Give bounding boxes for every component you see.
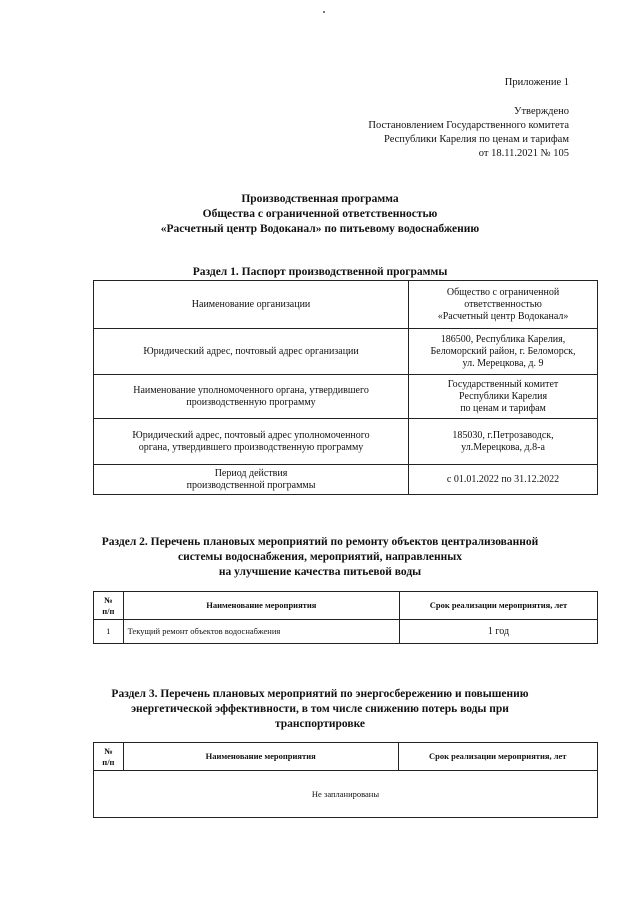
label-line: производственную программу: [186, 396, 316, 408]
value-line: с 01.01.2022 по 31.12.2022: [446, 473, 560, 485]
section1-heading: [0, 265, 640, 279]
heading-line: энергетической эффективности, в том числе снижению потерь воды при: [131, 703, 509, 715]
passport-label: [94, 465, 409, 495]
empty-state-cell: Не запланированы: [94, 771, 598, 818]
label-line: производственной программы: [186, 479, 316, 491]
row-name: Текущий ремонт объектов водоснабжения: [123, 620, 399, 644]
scan-speck: [323, 11, 325, 13]
header-num-line: №: [104, 745, 113, 756]
title-line: Производственная программа: [241, 193, 399, 205]
passport-value: [409, 375, 598, 419]
heading-line: Раздел 2. Перечень плановых мероприятий по ремонту объектов централизованной: [101, 536, 539, 548]
header-num: [94, 592, 124, 620]
value-line: ул.Мерецкова, д.8-а: [461, 441, 545, 453]
energy-measures-table: [93, 742, 598, 818]
heading-line: системы водоснабжения, мероприятий, направленных: [177, 551, 463, 563]
header-num: [94, 743, 124, 771]
passport-label: [94, 281, 409, 329]
header-num-line: п/п: [102, 756, 115, 767]
label-line: Наименование организации: [191, 298, 311, 310]
section2-heading: [0, 535, 640, 580]
passport-label: [94, 375, 409, 419]
title-line: Общества с ограниченной ответственностью: [202, 208, 438, 220]
row-num: 1: [94, 620, 124, 644]
label-line: Период действия: [214, 467, 288, 479]
heading-line: транспортировке: [274, 718, 366, 730]
appendix-text: Приложение 1: [504, 77, 569, 88]
value-line: «Расчетный центр Водоканал»: [437, 310, 569, 322]
label-line: Наименование уполномоченного органа, утвердившего: [133, 384, 369, 396]
heading-line: Раздел 3. Перечень плановых мероприятий по энергосбережению и повышению: [111, 688, 529, 700]
row-term: 1 год: [400, 620, 598, 644]
value-line: ул. Мерецкова, д. 9: [462, 357, 544, 369]
passport-value: [409, 419, 598, 465]
passport-row: [94, 329, 598, 375]
table-header-row: [94, 592, 598, 620]
passport-value: [409, 281, 598, 329]
header-name: Наименование мероприятия: [123, 743, 398, 771]
section3-heading: [0, 687, 640, 732]
title-line: «Расчетный центр Водоканал» по питьевому водоснабжению: [160, 223, 480, 235]
approval-block: [368, 105, 569, 161]
approval-line: Республики Карелия по ценам и тарифам: [384, 134, 569, 145]
heading-line: на улучшение качества питьевой воды: [218, 566, 422, 578]
header-term: Срок реализации мероприятия, лет: [398, 743, 598, 771]
passport-table: [93, 280, 598, 495]
table-row: [94, 771, 598, 818]
repair-measures-table: [93, 591, 598, 644]
label-line: Юридический адрес, почтовый адрес организации: [143, 345, 359, 357]
header-name: Наименование мероприятия: [123, 592, 399, 620]
passport-value: [409, 329, 598, 375]
value-line: 185030, г.Петрозаводск,: [452, 429, 554, 441]
approval-line: от 18.11.2021 № 105: [478, 148, 569, 159]
section1-heading-text: Раздел 1. Паспорт производственной программы: [192, 266, 448, 278]
value-line: ответственностью: [464, 298, 542, 310]
value-line: Государственный комитет: [447, 378, 559, 390]
header-num-line: п/п: [102, 605, 115, 616]
header-term: Срок реализации мероприятия, лет: [400, 592, 598, 620]
label-line: органа, утвердившего производственную программу: [138, 441, 364, 453]
appendix-label: [505, 76, 569, 90]
approval-line: Постановлением Государственного комитета: [368, 120, 569, 131]
passport-row: [94, 281, 598, 329]
value-line: Общество с ограниченной: [446, 286, 560, 298]
passport-value: [409, 465, 598, 495]
value-line: 186500, Республика Карелия,: [440, 333, 566, 345]
passport-row: [94, 465, 598, 495]
value-line: Республики Карелия: [459, 390, 548, 402]
passport-label: [94, 419, 409, 465]
table-header-row: [94, 743, 598, 771]
passport-row: [94, 375, 598, 419]
header-num-line: №: [104, 594, 113, 605]
label-line: Юридический адрес, почтовый адрес уполномоченного: [132, 429, 370, 441]
document-title: [0, 192, 640, 237]
passport-label: [94, 329, 409, 375]
value-line: по ценам и тарифам: [460, 402, 546, 414]
value-line: Беломорский район, г. Беломорск,: [430, 345, 576, 357]
passport-row: [94, 419, 598, 465]
approval-line: Утверждено: [514, 106, 569, 117]
table-row: [94, 620, 598, 644]
